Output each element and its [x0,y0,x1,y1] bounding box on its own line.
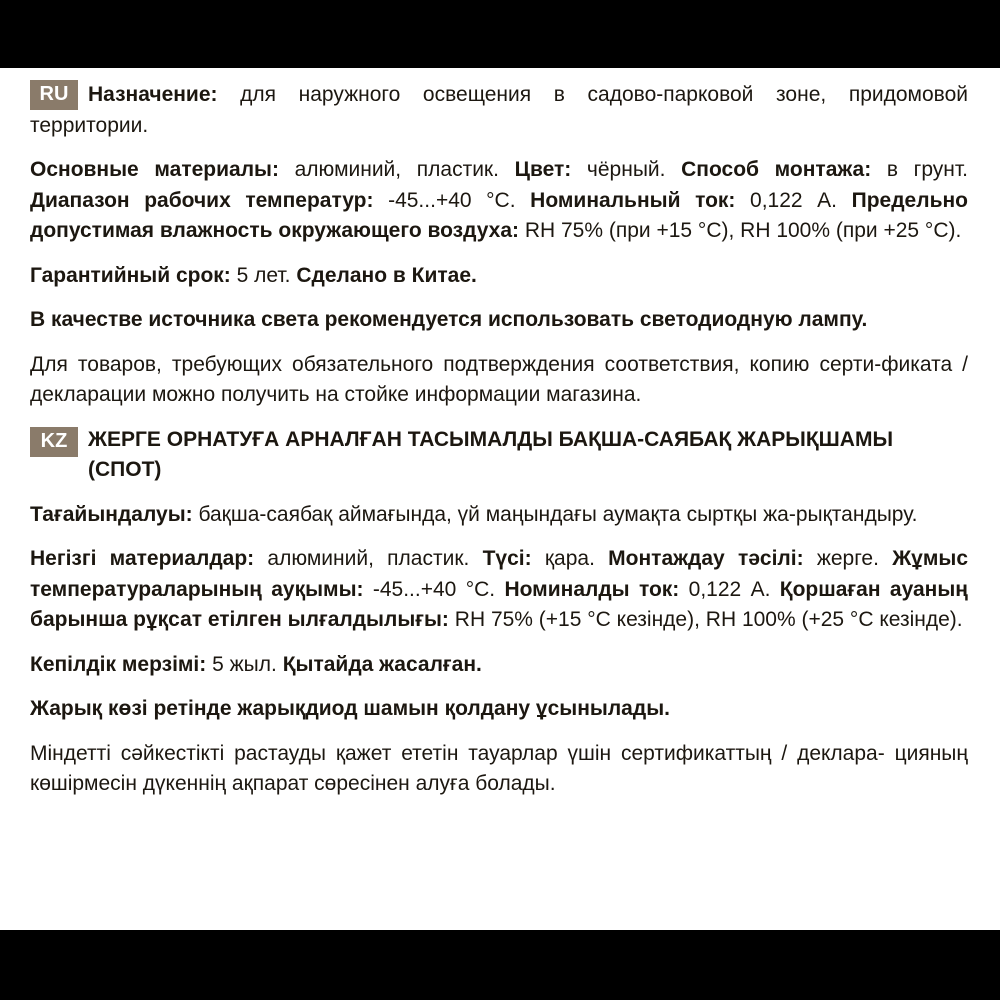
kz-language-badge: KZ [30,427,78,457]
ru-color-text: чёрный. [571,158,682,181]
kz-made-in: Қытайда жасалған. [282,652,482,676]
kz-warranty [30,650,968,681]
kz-current-label: Номиналды ток: [504,577,680,601]
ru-warranty [30,261,968,292]
kz-current-text: 0,122 А. [679,577,780,601]
kz-color-label: Түсі: [482,547,532,570]
ru-purpose [30,80,968,141]
ru-current-label: Номинальный ток: [530,188,736,212]
ru-temp-text: -45...+40 °C. [373,188,531,212]
ru-color-label: Цвет: [514,158,572,181]
ru-temp-label: Диапазон рабочих температур: [30,188,374,212]
kz-color-text: қара. [531,547,609,570]
kz-recommendation [30,694,968,725]
kz-humidity-label: Қоршаған ауаның барынша рұқсат етілген ылғалдылығы: [30,577,968,631]
kz-mount-label: Монтаждау тәсілі: [608,547,804,570]
ru-recommendation [30,305,968,336]
kz-product-title: ЖЕРГЕ ОРНАТУҒА АРНАЛҒАН ТАСЫМАЛДЫ БАҚША-САЯБАҚ ЖАРЫҚШАМЫ (СПОТ) [88,427,894,481]
ru-warranty-text: 5 лет. [230,263,297,287]
ru-recommendation-text: В качестве источника света рекомендуется использовать светодиодную лампу. [30,308,868,331]
ru-materials-text: алюминий, пластик. [278,158,515,181]
kz-warranty-label: Кепілдік мерзімі: [30,652,207,676]
kz-purpose-text: бақша-саябақ аймағында, үй маңындағы аумақта сыртқы жа-рықтандыру. [192,502,918,526]
ru-humidity-text: RH 75% (при +15 °C), RH 100% (при +25 °C). [519,219,962,242]
kz-mount-text: жерге. [803,547,893,570]
ru-mount-label: Способ монтажа: [681,158,872,181]
kz-certificate-note: Міндетті сәйкестікті растауды қажет ететін тауарлар үшін сертификаттың / деклара- цияның көшірмесін дүкеннің ақпарат сөресінен алуға болады. [30,741,968,795]
ru-mount-text: в грунт. [871,158,969,181]
kz-materials-label: Негізгі материалдар: [30,547,255,570]
ru-humidity-label: Предельно допустимая влажность окружающего воздуха: [30,188,968,242]
kz-purpose [30,500,968,531]
ru-purpose-label: Назначение: [88,83,218,106]
ru-specs [30,155,968,247]
letterbox-top [0,0,1000,68]
label-content [30,80,968,800]
kz-purpose-label: Тағайындалуы: [30,502,193,526]
kz-warranty-text: 5 жыл. [206,652,283,676]
letterbox-bottom [0,930,1000,1000]
ru-section [30,80,968,411]
ru-current-text: 0,122 А. [735,188,852,212]
ru-warranty-label: Гарантийный срок: [30,263,231,287]
kz-temp-label: Жұмыс температураларының ауқымы: [30,547,969,601]
kz-humidity-text: RH 75% (+15 °C кезінде), RH 100% (+25 °C кезінде). [448,608,963,631]
kz-materials-text: алюминий, пластик. [254,547,483,570]
kz-specs [30,544,968,636]
kz-recommendation-text: Жарық көзі ретінде жарықдиод шамын қолдану ұсынылады. [30,697,670,720]
kz-temp-text: -45...+40 °C. [363,577,505,601]
ru-materials-label: Основные материалы: [30,158,279,181]
kz-section [30,425,968,800]
ru-made-in: Сделано в Китае. [296,263,477,287]
kz-header [30,425,968,486]
ru-purpose-text: для наружного освещения в садово-парковой зоне, придомовой территории. [30,83,968,137]
ru-certificate-note: Для товаров, требующих обязательного подтверждения соответствия, копию серти-фиката / декларации можно получить на стойке информации магазина. [30,352,968,406]
ru-language-badge: RU [30,80,78,110]
product-label-document [0,68,1000,930]
